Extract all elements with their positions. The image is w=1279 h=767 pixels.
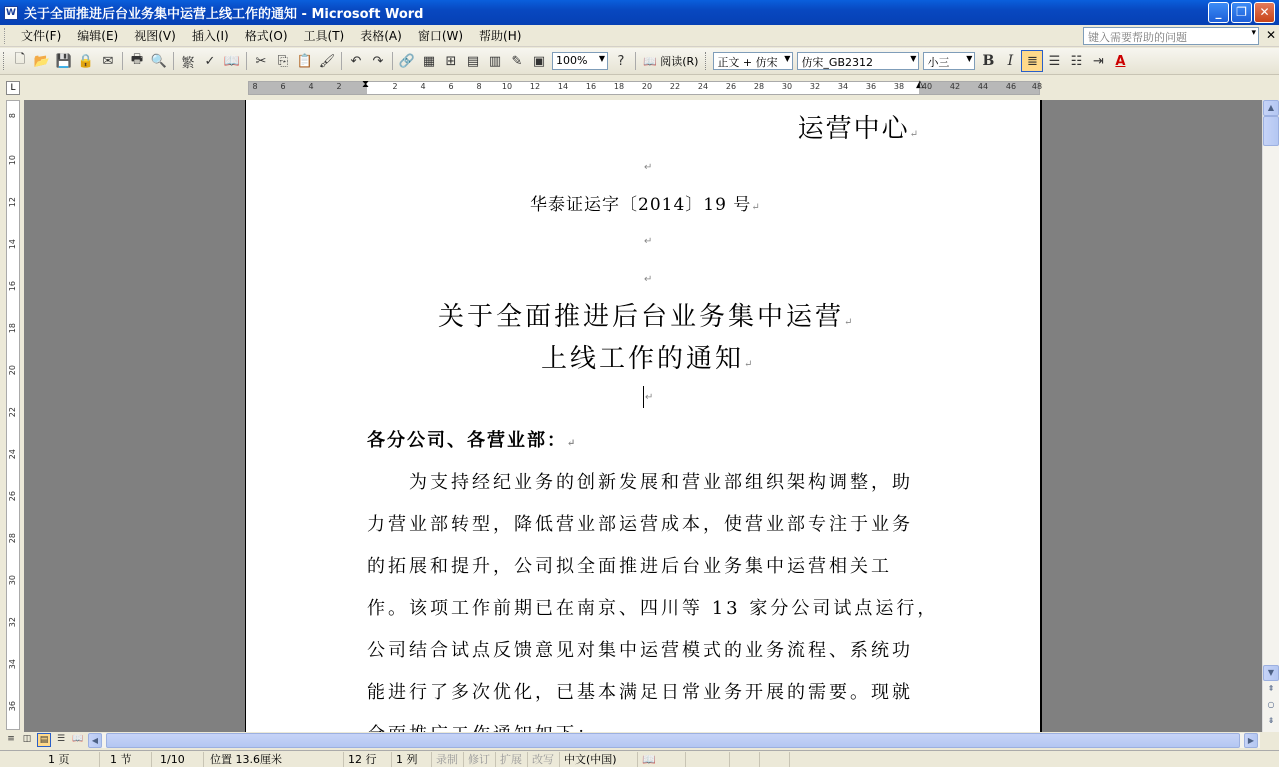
ruler-tick: 14 xyxy=(557,82,569,91)
undo-icon[interactable]: ↶ xyxy=(350,53,362,69)
body-line: 的拓展和提升，公司拟全面推进后台业务集中运营相关工 xyxy=(367,556,892,577)
paragraph-mark: ↵ xyxy=(645,392,654,403)
italic-button[interactable]: I xyxy=(1007,53,1014,69)
status-empty xyxy=(686,752,730,767)
scroll-left-icon[interactable]: ◀ xyxy=(88,733,102,748)
menu-bar xyxy=(0,25,1279,47)
columns-icon[interactable]: ▥ xyxy=(488,53,502,69)
doc-number xyxy=(530,190,761,215)
body-line: 为支持经纪业务的创新发展和营业部组织架构调整，助 xyxy=(367,472,913,493)
help-search-placeholder: 键入需要帮助的问题 xyxy=(1088,31,1187,44)
word-app-icon[interactable]: W xyxy=(4,6,18,20)
paste-icon[interactable]: 📋 xyxy=(296,53,314,69)
body-line: 力营业部转型，降低营业部运营成本，使营业部专注于业务 xyxy=(367,514,913,535)
doc-title-line2-text: 上线工作的通知 xyxy=(541,344,745,374)
paragraph-mark: ↵ xyxy=(751,202,761,213)
numbering-icon[interactable]: ☰ xyxy=(1048,53,1061,69)
ruler-tick: 24 xyxy=(697,82,709,91)
read-label: 阅读(R) xyxy=(660,55,699,68)
new-document-icon[interactable]: 🗋 xyxy=(14,52,26,67)
horizontal-scroll-row xyxy=(0,732,1279,749)
menu-window[interactable]: 窗口(W) xyxy=(417,29,464,43)
paragraph-mark: ↵ xyxy=(644,162,653,173)
menu-view[interactable]: 视图(V) xyxy=(134,29,176,43)
ruler-tick: 16 xyxy=(585,82,597,91)
status-extend[interactable]: 扩展 xyxy=(496,752,528,767)
toolbar-separator xyxy=(392,52,393,70)
read-button[interactable] xyxy=(639,53,702,69)
research-icon[interactable]: 📖 xyxy=(223,53,241,69)
salutation xyxy=(367,426,577,452)
scroll-down-icon[interactable]: ▼ xyxy=(1263,665,1279,681)
status-bar xyxy=(0,750,1279,767)
size-dropdown-icon[interactable]: ▼ xyxy=(966,54,973,63)
status-position: 位置 13.6厘米 xyxy=(204,752,344,767)
ruler-tick: 6 xyxy=(280,82,286,91)
zoom-dropdown-icon[interactable]: ▼ xyxy=(598,54,605,63)
ruler-tick: 32 xyxy=(809,82,821,91)
ruler-tick: 12 xyxy=(529,82,541,91)
ruler-tick: 20 xyxy=(641,82,653,91)
status-track-changes[interactable]: 修订 xyxy=(464,752,496,767)
minimize-button[interactable]: _ xyxy=(1208,2,1229,23)
font-dropdown-icon[interactable]: ▼ xyxy=(910,54,917,63)
bullets-icon[interactable]: ☷ xyxy=(1070,53,1083,69)
body-line: 作。该项工作前期已在南京、四川等 13 家分公司试点运行， xyxy=(367,598,939,619)
body-line: 公司结合试点反馈意见对集中运营模式的业务流程、系统功 xyxy=(367,640,913,661)
font-size-select[interactable] xyxy=(923,52,975,70)
v-ruler-tick: 10 xyxy=(8,155,17,166)
v-ruler-tick: 26 xyxy=(8,491,17,502)
close-button[interactable]: ✕ xyxy=(1254,2,1275,23)
insert-table-icon[interactable]: ⊞ xyxy=(445,53,457,69)
zoom-select[interactable] xyxy=(552,52,608,70)
ruler-tick: 4 xyxy=(420,82,426,91)
v-ruler-tick: 32 xyxy=(8,617,17,628)
status-empty xyxy=(760,752,790,767)
paragraph-mark: ↵ xyxy=(909,129,920,140)
vertical-scrollbar[interactable] xyxy=(1262,100,1279,732)
menu-edit[interactable]: 编辑(E) xyxy=(77,29,119,43)
tab-selector[interactable]: L xyxy=(6,81,20,95)
justify-align-button[interactable]: ≣ xyxy=(1021,50,1043,72)
normal-view-icon[interactable]: ≡ xyxy=(7,734,15,744)
tables-borders-icon[interactable]: ▦ xyxy=(422,53,436,69)
paragraph-mark: ↵ xyxy=(844,317,856,328)
help-dropdown-icon[interactable]: ▾ xyxy=(1251,28,1256,38)
org-name-text: 运营中心 xyxy=(797,114,910,144)
toolbar-grip[interactable] xyxy=(3,52,6,70)
drawing-icon[interactable]: ✎ xyxy=(511,53,523,69)
doc-title-line1-text: 关于全面推进后台业务集中运营 xyxy=(438,302,845,332)
next-page-icon[interactable]: ⇟ xyxy=(1267,716,1275,725)
web-view-icon[interactable]: ◫ xyxy=(22,734,32,744)
font-value: 仿宋_GB2312 xyxy=(801,56,874,69)
v-ruler-tick: 20 xyxy=(8,365,17,376)
print-view-icon[interactable]: ▤ xyxy=(37,733,51,747)
reading-view-icon[interactable]: 📖 xyxy=(72,734,84,744)
style-dropdown-icon[interactable]: ▼ xyxy=(784,54,791,63)
help-search-input[interactable] xyxy=(1083,27,1259,45)
previous-page-icon[interactable]: ⇞ xyxy=(1267,684,1275,693)
ruler-tick: 36 xyxy=(865,82,877,91)
ruler-tick: 6 xyxy=(448,82,454,91)
open-icon[interactable]: 📂 xyxy=(33,53,51,69)
hyperlink-icon[interactable]: 🔗 xyxy=(398,53,416,69)
status-line: 12 行 xyxy=(344,752,392,767)
spelling-status-icon[interactable]: 📖 xyxy=(638,752,686,767)
vertical-scroll-thumb[interactable] xyxy=(1263,116,1279,146)
outline-view-icon[interactable]: ☰ xyxy=(56,734,66,744)
scroll-right-icon[interactable]: ▶ xyxy=(1244,733,1258,748)
text-cursor xyxy=(643,386,644,408)
toolbar-separator xyxy=(122,52,123,70)
doc-title-line2 xyxy=(541,338,755,375)
ruler-tick: 8 xyxy=(252,82,258,91)
select-browse-object-icon[interactable]: ○ xyxy=(1267,700,1275,709)
menu-grip[interactable] xyxy=(4,28,7,44)
document-page[interactable] xyxy=(245,100,1042,740)
right-indent-marker[interactable]: ◭ xyxy=(916,79,924,90)
insert-excel-icon[interactable]: ▤ xyxy=(466,53,480,69)
status-page-of: 1/10 xyxy=(152,752,204,767)
ruler-tick: 46 xyxy=(1005,82,1017,91)
org-name xyxy=(798,108,920,145)
copy-icon[interactable]: ⎘ xyxy=(277,53,289,69)
status-empty xyxy=(730,752,760,767)
font-size-value: 小三 xyxy=(927,56,950,69)
ruler-tick: 48 xyxy=(1031,82,1043,91)
ruler-tick: 10 xyxy=(501,82,513,91)
ruler-tick: 38 xyxy=(893,82,905,91)
ruler-tick: 18 xyxy=(613,82,625,91)
first-line-indent-marker[interactable]: ⧗ xyxy=(362,79,370,90)
toolbar-grip[interactable] xyxy=(705,52,708,70)
status-page: 1 页 xyxy=(0,752,100,767)
menu-format[interactable]: 格式(O) xyxy=(244,29,288,43)
menu-table[interactable]: 表格(A) xyxy=(360,29,402,43)
paragraph-mark: ↵ xyxy=(644,236,653,247)
v-ruler-tick: 24 xyxy=(8,449,17,460)
v-ruler-tick: 16 xyxy=(8,281,17,292)
ruler-tick: 2 xyxy=(392,82,398,91)
toolbar-separator xyxy=(246,52,247,70)
zoom-value: 100% xyxy=(556,54,588,67)
paragraph-mark: ↵ xyxy=(744,359,756,370)
horizontal-ruler-row xyxy=(0,76,1279,100)
ruler-tick: 44 xyxy=(977,82,989,91)
paragraph-mark: ↵ xyxy=(644,274,653,285)
ruler-tick: 4 xyxy=(308,82,314,91)
ruler-tick: 2 xyxy=(336,82,342,91)
v-ruler-tick: 12 xyxy=(8,197,17,208)
v-ruler-tick: 30 xyxy=(8,575,17,586)
ruler-tick: 42 xyxy=(949,82,961,91)
indent-icon[interactable]: ⇥ xyxy=(1092,53,1104,69)
close-document-icon[interactable]: ✕ xyxy=(1265,28,1276,42)
ruler-tick: 34 xyxy=(837,82,849,91)
permission-icon[interactable]: 🔒 xyxy=(77,53,95,69)
document-map-icon[interactable]: ▣ xyxy=(532,53,546,69)
read-icon: 📖 xyxy=(643,55,657,68)
horizontal-scrollbar[interactable] xyxy=(88,733,1260,748)
doc-number-text: 华泰证运字〔2014〕19 号 xyxy=(530,195,752,215)
formatting-toolbar xyxy=(0,48,1279,75)
font-color-button[interactable]: A xyxy=(1115,53,1126,69)
toolbar-separator xyxy=(341,52,342,70)
format-painter-icon[interactable]: 🖌 xyxy=(318,53,336,69)
menu-file[interactable]: 文件(F) xyxy=(21,29,62,43)
body-line: 能进行了多次优化，已基本满足日常业务开展的需要。现就 xyxy=(367,682,913,703)
status-record[interactable]: 录制 xyxy=(432,752,464,767)
spelling-icon[interactable]: ✓ xyxy=(204,53,216,69)
email-icon[interactable]: ✉ xyxy=(102,53,114,69)
print-icon[interactable]: 🖶 xyxy=(130,52,144,67)
menu-tools[interactable]: 工具(T) xyxy=(303,29,345,43)
v-ruler-tick: 14 xyxy=(8,239,17,250)
toolbar-separator xyxy=(635,52,636,70)
v-ruler-tick: 28 xyxy=(8,533,17,544)
print-preview-icon[interactable]: 🔍 xyxy=(150,53,168,69)
v-ruler-tick: 8 xyxy=(8,113,17,119)
redo-icon[interactable]: ↷ xyxy=(372,53,384,69)
doc-title-line1 xyxy=(438,296,855,333)
traditional-chinese-button[interactable]: 繁 xyxy=(181,55,195,71)
v-ruler-tick: 22 xyxy=(8,407,17,418)
menu-insert[interactable]: 插入(I) xyxy=(191,29,229,43)
window-title: 关于全面推进后台业务集中运营上线工作的通知 - Microsoft Word xyxy=(24,7,424,22)
cut-icon[interactable]: ✂ xyxy=(255,53,267,69)
ruler-tick: 8 xyxy=(476,82,482,91)
ruler-tick: 30 xyxy=(781,82,793,91)
v-ruler-tick: 36 xyxy=(8,701,17,712)
status-language[interactable]: 中文(中国) xyxy=(560,752,638,767)
document-area xyxy=(24,100,1262,732)
ruler-tick: 40 xyxy=(921,82,933,91)
toolbar-separator xyxy=(173,52,174,70)
salutation-text: 各分公司、各营业部： xyxy=(367,430,567,451)
status-section: 1 节 xyxy=(100,752,152,767)
status-overtype[interactable]: 改写 xyxy=(528,752,560,767)
ruler-tick: 26 xyxy=(725,82,737,91)
v-ruler-tick: 18 xyxy=(8,323,17,334)
style-value: 正文 + 仿宋 xyxy=(717,56,778,69)
vertical-ruler[interactable] xyxy=(6,100,20,730)
bold-button[interactable]: B xyxy=(982,53,995,69)
v-ruler-tick: 34 xyxy=(8,659,17,670)
paragraph-mark: ↵ xyxy=(567,438,578,449)
ruler-tick: 22 xyxy=(669,82,681,91)
save-icon[interactable]: 💾 xyxy=(55,53,73,69)
horizontal-scroll-thumb[interactable] xyxy=(106,733,1240,748)
restore-button[interactable]: ❐ xyxy=(1231,2,1252,23)
style-select[interactable] xyxy=(713,52,793,70)
scroll-up-icon[interactable]: ▲ xyxy=(1263,100,1279,116)
title-bar xyxy=(0,0,1279,25)
horizontal-ruler[interactable] xyxy=(248,79,1043,95)
status-column: 1 列 xyxy=(392,752,432,767)
font-select[interactable] xyxy=(797,52,919,70)
help-icon[interactable]: ? xyxy=(617,53,625,69)
menu-help[interactable]: 帮助(H) xyxy=(479,29,522,43)
ruler-tick: 28 xyxy=(753,82,765,91)
